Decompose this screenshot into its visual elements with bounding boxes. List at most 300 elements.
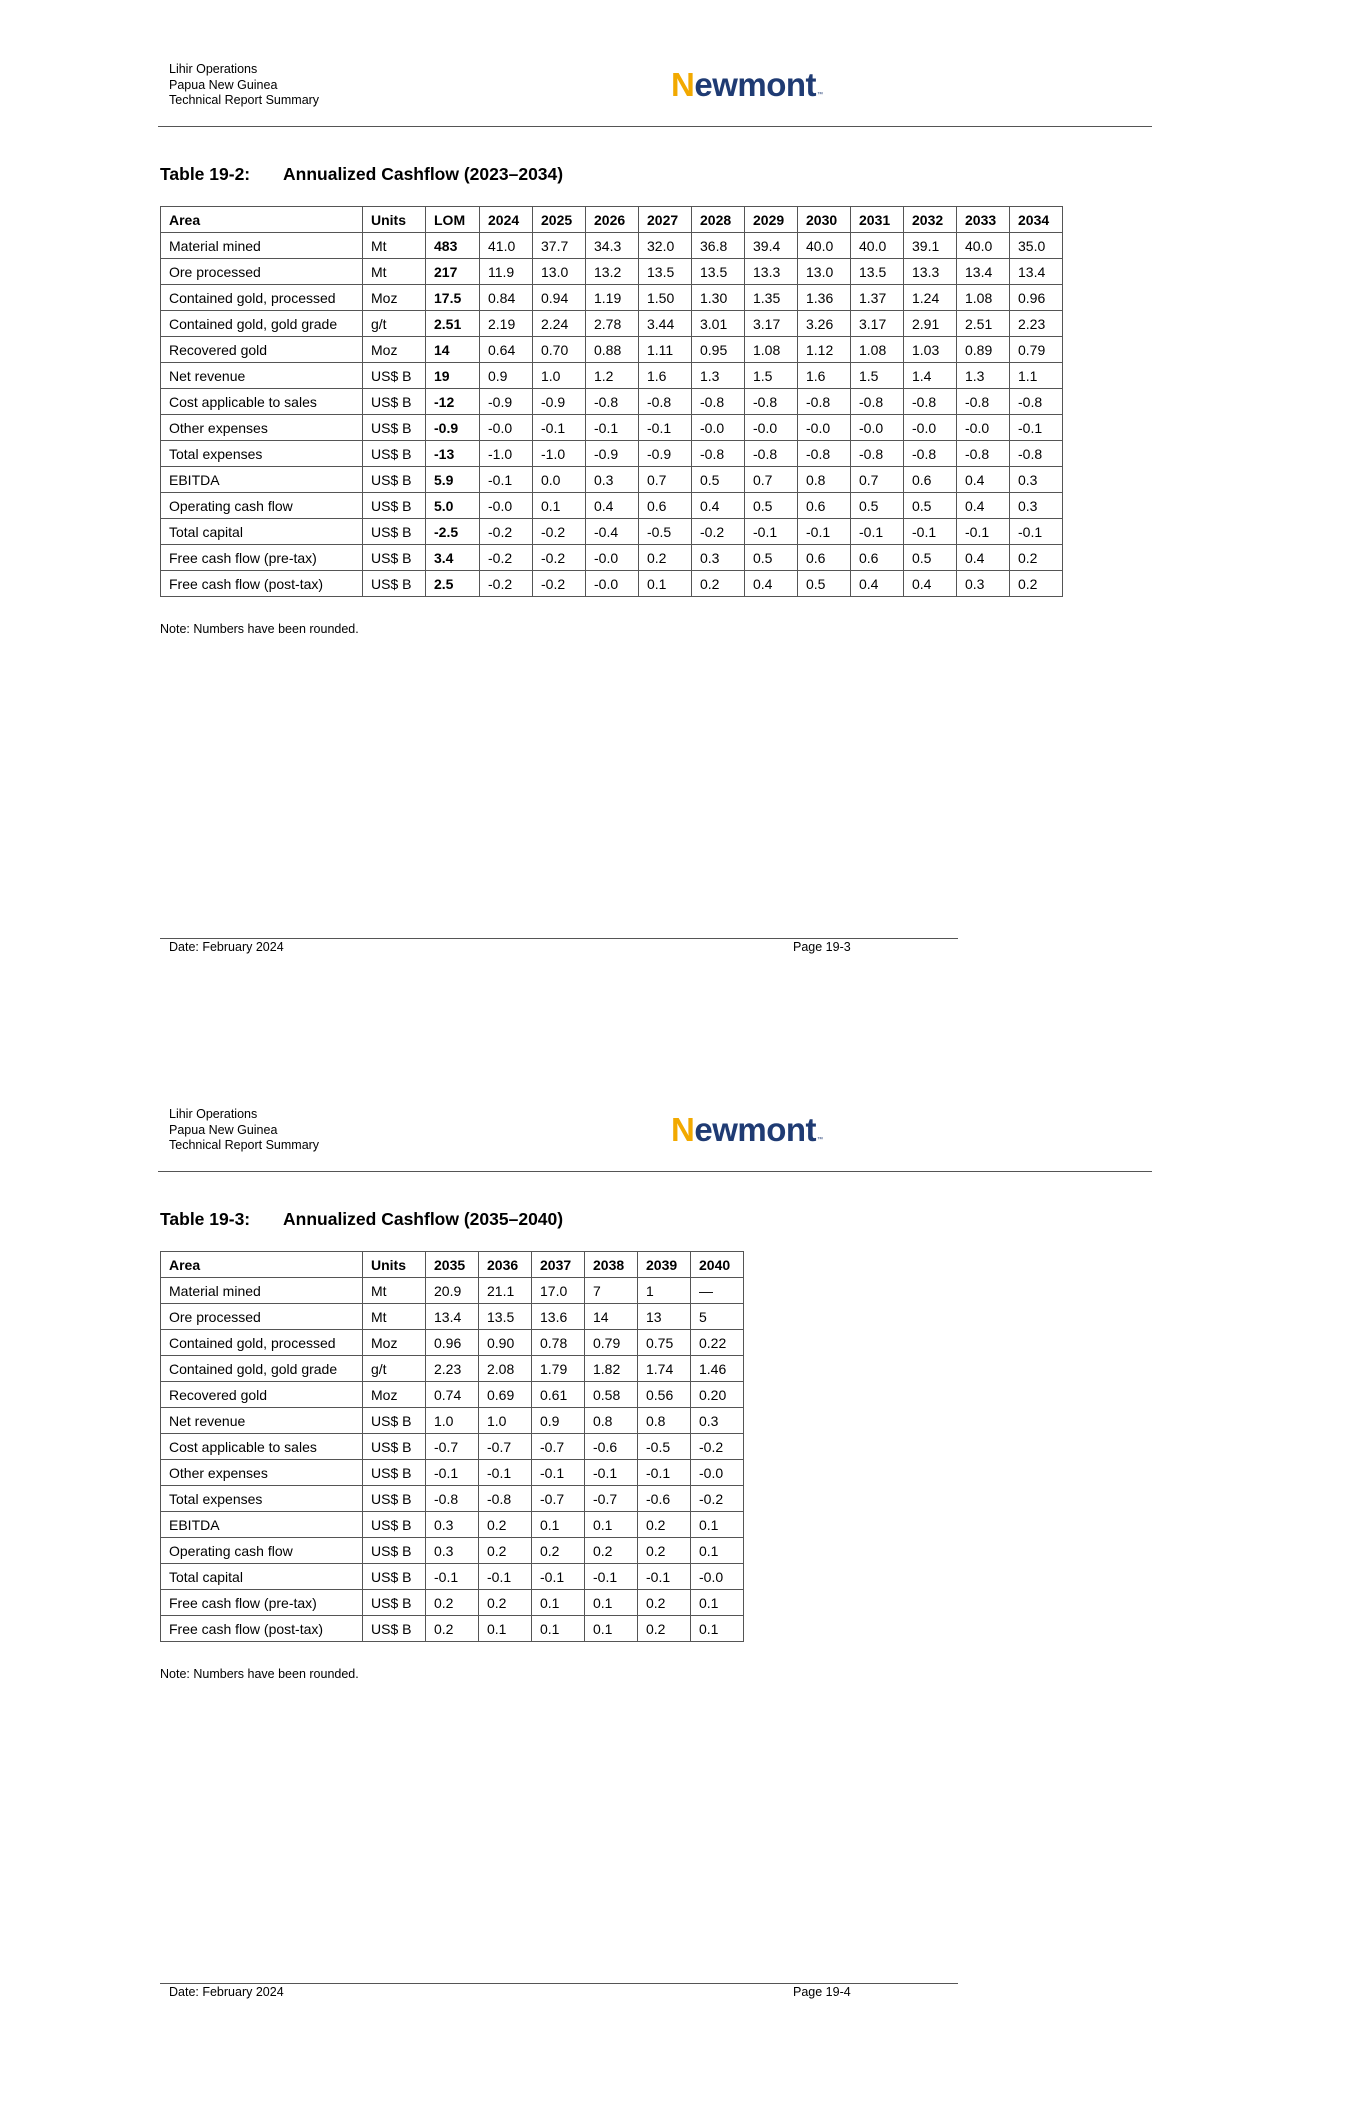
logo-trademark: ™ (817, 1137, 824, 1143)
unit-cell: Moz (363, 285, 426, 311)
value-cell: 13.3 (904, 259, 957, 285)
value-cell: -0.2 (533, 571, 586, 597)
value-cell: -0.1 (1010, 415, 1063, 441)
table-caption: Annualized Cashflow (2035–2040) (283, 1209, 564, 1229)
column-header: 2029 (745, 207, 798, 233)
value-cell: -0.9 (586, 441, 639, 467)
value-cell: -0.8 (957, 389, 1010, 415)
table-row (161, 1512, 744, 1538)
value-cell: 1.5 (745, 363, 798, 389)
value-cell: -0.8 (692, 441, 745, 467)
value-cell: -0.7 (532, 1486, 585, 1512)
table-row (161, 285, 1063, 311)
row-label: Contained gold, gold grade (161, 311, 363, 337)
value-cell: 2.51 (957, 311, 1010, 337)
row-label: Total capital (161, 519, 363, 545)
table-row (161, 545, 1063, 571)
value-cell: 0.3 (957, 571, 1010, 597)
value-cell: 14 (585, 1304, 638, 1330)
value-cell: 0.79 (1010, 337, 1063, 363)
value-cell: -0.7 (426, 1434, 479, 1460)
value-cell: 1.5 (851, 363, 904, 389)
row-label: Other expenses (161, 415, 363, 441)
logo-wordmark (671, 68, 816, 102)
unit-cell: g/t (363, 1356, 426, 1382)
unit-cell: Mt (363, 1278, 426, 1304)
column-header: 2026 (586, 207, 639, 233)
row-label: Recovered gold (161, 1382, 363, 1408)
value-cell: -0.1 (426, 1564, 479, 1590)
value-cell: 13 (638, 1304, 691, 1330)
value-cell: -0.1 (638, 1564, 691, 1590)
value-cell: 0.4 (692, 493, 745, 519)
unit-cell: US$ B (363, 1564, 426, 1590)
unit-cell: US$ B (363, 571, 426, 597)
value-cell: 1.12 (798, 337, 851, 363)
value-cell: -0.1 (957, 519, 1010, 545)
value-cell: 0.89 (957, 337, 1010, 363)
value-cell: 0.1 (639, 571, 692, 597)
column-header: 2028 (692, 207, 745, 233)
value-cell: 0.4 (957, 467, 1010, 493)
value-cell: 13.4 (426, 1304, 479, 1330)
value-cell: -0.9 (426, 415, 480, 441)
table-row (161, 1382, 744, 1408)
value-cell: 0.2 (638, 1512, 691, 1538)
unit-cell: US$ B (363, 415, 426, 441)
value-cell: -0.1 (798, 519, 851, 545)
column-header: LOM (426, 207, 480, 233)
table-row (161, 467, 1063, 493)
value-cell: 13.0 (798, 259, 851, 285)
value-cell: 13.5 (851, 259, 904, 285)
value-cell: 2.5 (426, 571, 480, 597)
table-row (161, 1330, 744, 1356)
table-title (160, 164, 563, 185)
value-cell: 0.5 (851, 493, 904, 519)
header-divider (158, 126, 1152, 127)
value-cell: -0.1 (480, 467, 533, 493)
column-header: 2030 (798, 207, 851, 233)
value-cell: 1.1 (1010, 363, 1063, 389)
column-header: 2025 (533, 207, 586, 233)
value-cell: -0.8 (639, 389, 692, 415)
value-cell: 1.03 (904, 337, 957, 363)
value-cell: -0.1 (586, 415, 639, 441)
value-cell: -2.5 (426, 519, 480, 545)
value-cell: 14 (426, 337, 480, 363)
value-cell: -0.8 (851, 389, 904, 415)
value-cell: -0.1 (426, 1460, 479, 1486)
table-row (161, 1278, 744, 1304)
column-header: Area (161, 1252, 363, 1278)
row-label: Ore processed (161, 259, 363, 285)
column-header: Units (363, 1252, 426, 1278)
table-row (161, 1408, 744, 1434)
value-cell: 0.5 (798, 571, 851, 597)
value-cell: 0.4 (586, 493, 639, 519)
value-cell: 0.2 (1010, 571, 1063, 597)
value-cell: 0.2 (479, 1512, 532, 1538)
value-cell: 0.1 (479, 1616, 532, 1642)
value-cell: -0.1 (851, 519, 904, 545)
value-cell: 0.9 (532, 1408, 585, 1434)
unit-cell: US$ B (363, 1486, 426, 1512)
value-cell: -0.9 (639, 441, 692, 467)
logo-rest: ewmont (694, 1111, 817, 1148)
value-cell: 0.2 (638, 1590, 691, 1616)
value-cell: 0.1 (532, 1512, 585, 1538)
value-cell: -0.1 (532, 1460, 585, 1486)
value-cell: 0.6 (798, 545, 851, 571)
table-row (161, 415, 1063, 441)
header-line-3: Technical Report Summary (169, 93, 320, 107)
value-cell: 3.17 (745, 311, 798, 337)
value-cell: -0.1 (638, 1460, 691, 1486)
value-cell: -0.9 (480, 389, 533, 415)
value-cell: 0.2 (426, 1616, 479, 1642)
header-line-1: Lihir Operations (169, 62, 258, 76)
row-label: Contained gold, processed (161, 1330, 363, 1356)
table-row (161, 1538, 744, 1564)
row-label: Other expenses (161, 1460, 363, 1486)
value-cell: 0.3 (426, 1512, 479, 1538)
value-cell: 0.64 (480, 337, 533, 363)
value-cell: -0.5 (639, 519, 692, 545)
table-number: Table 19-3: (160, 1209, 251, 1229)
unit-cell: US$ B (363, 1512, 426, 1538)
value-cell: -0.0 (904, 415, 957, 441)
value-cell: 1.19 (586, 285, 639, 311)
value-cell: 1.37 (851, 285, 904, 311)
value-cell: 40.0 (957, 233, 1010, 259)
unit-cell: US$ B (363, 363, 426, 389)
value-cell: 0.6 (851, 545, 904, 571)
table-note: Note: Numbers have been rounded. (160, 622, 359, 636)
value-cell: 0.2 (479, 1590, 532, 1616)
value-cell: 13.5 (639, 259, 692, 285)
table-row (161, 1434, 744, 1460)
value-cell: 0.74 (426, 1382, 479, 1408)
value-cell: 0.70 (533, 337, 586, 363)
value-cell: 0.5 (692, 467, 745, 493)
value-cell: -0.1 (745, 519, 798, 545)
value-cell: 0.69 (479, 1382, 532, 1408)
value-cell: 1.50 (639, 285, 692, 311)
table-title (160, 1209, 563, 1230)
value-cell: 0.2 (638, 1538, 691, 1564)
value-cell: 0.3 (586, 467, 639, 493)
value-cell: 1.3 (957, 363, 1010, 389)
value-cell: 0.7 (745, 467, 798, 493)
value-cell: 0.1 (532, 1590, 585, 1616)
footer-date: Date: February 2024 (169, 940, 284, 954)
unit-cell: Moz (363, 337, 426, 363)
value-cell: 40.0 (798, 233, 851, 259)
value-cell: -0.2 (691, 1486, 744, 1512)
value-cell: -0.0 (745, 415, 798, 441)
table-row (161, 311, 1063, 337)
unit-cell: US$ B (363, 1434, 426, 1460)
value-cell: 1.3 (692, 363, 745, 389)
value-cell: 0.88 (586, 337, 639, 363)
table-row (161, 233, 1063, 259)
value-cell: -0.0 (480, 415, 533, 441)
row-label: Operating cash flow (161, 1538, 363, 1564)
value-cell: 0.2 (585, 1538, 638, 1564)
table-row (161, 1304, 744, 1330)
column-header: 2038 (585, 1252, 638, 1278)
header-line-3: Technical Report Summary (169, 1138, 320, 1152)
value-cell: -0.1 (532, 1564, 585, 1590)
value-cell: 0.4 (957, 493, 1010, 519)
column-header: Area (161, 207, 363, 233)
value-cell: -0.2 (480, 545, 533, 571)
value-cell: 35.0 (1010, 233, 1063, 259)
value-cell: -0.7 (532, 1434, 585, 1460)
logo-trademark: ™ (817, 92, 824, 98)
value-cell: 217 (426, 259, 480, 285)
value-cell: 3.26 (798, 311, 851, 337)
value-cell: 0.2 (639, 545, 692, 571)
value-cell: -0.8 (904, 441, 957, 467)
value-cell: 37.7 (533, 233, 586, 259)
unit-cell: US$ B (363, 467, 426, 493)
row-label: EBITDA (161, 467, 363, 493)
column-header: 2039 (638, 1252, 691, 1278)
column-header: 2031 (851, 207, 904, 233)
row-label: Free cash flow (pre-tax) (161, 1590, 363, 1616)
value-cell: 0.5 (745, 493, 798, 519)
value-cell: 1.0 (533, 363, 586, 389)
value-cell: 0.8 (798, 467, 851, 493)
column-header: 2027 (639, 207, 692, 233)
row-label: Recovered gold (161, 337, 363, 363)
value-cell: -0.0 (691, 1460, 744, 1486)
unit-cell: US$ B (363, 1616, 426, 1642)
value-cell: 0.5 (904, 493, 957, 519)
page-19-3 (0, 0, 1365, 1045)
value-cell: 0.20 (691, 1382, 744, 1408)
column-header: Units (363, 207, 426, 233)
unit-cell: Mt (363, 259, 426, 285)
value-cell: 0.78 (532, 1330, 585, 1356)
value-cell: -0.0 (586, 571, 639, 597)
footer-divider (160, 938, 958, 939)
value-cell: -0.1 (904, 519, 957, 545)
value-cell: 32.0 (639, 233, 692, 259)
value-cell: 0.90 (479, 1330, 532, 1356)
unit-cell: US$ B (363, 1590, 426, 1616)
value-cell: 36.8 (692, 233, 745, 259)
column-header: 2037 (532, 1252, 585, 1278)
value-cell: — (691, 1278, 744, 1304)
value-cell: 0.1 (691, 1590, 744, 1616)
row-label: Contained gold, gold grade (161, 1356, 363, 1382)
value-cell: 0.6 (639, 493, 692, 519)
value-cell: -0.6 (585, 1434, 638, 1460)
value-cell: 34.3 (586, 233, 639, 259)
value-cell: 39.4 (745, 233, 798, 259)
value-cell: 1.0 (479, 1408, 532, 1434)
value-cell: -0.4 (586, 519, 639, 545)
unit-cell: US$ B (363, 441, 426, 467)
value-cell: 0.6 (798, 493, 851, 519)
value-cell: 0.3 (1010, 493, 1063, 519)
value-cell: -0.1 (585, 1564, 638, 1590)
logo-initial: N (671, 66, 695, 103)
value-cell: 2.91 (904, 311, 957, 337)
value-cell: -0.0 (691, 1564, 744, 1590)
value-cell: 21.1 (479, 1278, 532, 1304)
value-cell: 0.79 (585, 1330, 638, 1356)
value-cell: -0.2 (480, 519, 533, 545)
value-cell: -0.6 (638, 1486, 691, 1512)
unit-cell: Moz (363, 1330, 426, 1356)
value-cell: 483 (426, 233, 480, 259)
value-cell: -0.8 (692, 389, 745, 415)
table-row (161, 337, 1063, 363)
value-cell: 0.0 (533, 467, 586, 493)
value-cell: 0.7 (851, 467, 904, 493)
table-row (161, 1460, 744, 1486)
row-label: Net revenue (161, 1408, 363, 1434)
value-cell: 1.4 (904, 363, 957, 389)
value-cell: 1.08 (957, 285, 1010, 311)
value-cell: -0.8 (851, 441, 904, 467)
row-label: Net revenue (161, 363, 363, 389)
value-cell: 13.2 (586, 259, 639, 285)
table-row (161, 1616, 744, 1642)
value-cell: 0.1 (585, 1590, 638, 1616)
value-cell: 0.7 (639, 467, 692, 493)
table-row (161, 519, 1063, 545)
value-cell: 0.2 (532, 1538, 585, 1564)
value-cell: -0.7 (479, 1434, 532, 1460)
unit-cell: US$ B (363, 1460, 426, 1486)
value-cell: -0.8 (798, 389, 851, 415)
row-label: Operating cash flow (161, 493, 363, 519)
row-label: Free cash flow (post-tax) (161, 571, 363, 597)
value-cell: -0.2 (691, 1434, 744, 1460)
value-cell: 0.1 (691, 1512, 744, 1538)
value-cell: 20.9 (426, 1278, 479, 1304)
value-cell: -0.9 (533, 389, 586, 415)
value-cell: 1.6 (639, 363, 692, 389)
row-label: Free cash flow (pre-tax) (161, 545, 363, 571)
value-cell: 0.1 (533, 493, 586, 519)
header-line-2: Papua New Guinea (169, 1122, 278, 1137)
value-cell: 13.3 (745, 259, 798, 285)
table-row (161, 1590, 744, 1616)
value-cell: 0.95 (692, 337, 745, 363)
value-cell: 0.2 (479, 1538, 532, 1564)
value-cell: 2.08 (479, 1356, 532, 1382)
newmont-logo (671, 1113, 823, 1147)
value-cell: 0.5 (904, 545, 957, 571)
table-row (161, 389, 1063, 415)
value-cell: 0.2 (692, 571, 745, 597)
value-cell: 1.30 (692, 285, 745, 311)
value-cell: 1.24 (904, 285, 957, 311)
newmont-logo (671, 68, 823, 102)
table-number: Table 19-2: (160, 164, 251, 184)
value-cell: 3.01 (692, 311, 745, 337)
value-cell: 1.11 (639, 337, 692, 363)
value-cell: -0.8 (426, 1486, 479, 1512)
table-row (161, 1356, 744, 1382)
value-cell: -0.8 (957, 441, 1010, 467)
unit-cell: Mt (363, 233, 426, 259)
column-header: 2032 (904, 207, 957, 233)
value-cell: -0.1 (585, 1460, 638, 1486)
value-cell: 0.1 (585, 1512, 638, 1538)
value-cell: 13.4 (1010, 259, 1063, 285)
table-row (161, 1564, 744, 1590)
value-cell: 1.35 (745, 285, 798, 311)
unit-cell: Moz (363, 1382, 426, 1408)
value-cell: -0.1 (479, 1460, 532, 1486)
value-cell: -0.2 (533, 519, 586, 545)
table-caption: Annualized Cashflow (2023–2034) (283, 164, 564, 184)
header-line-1: Lihir Operations (169, 1107, 258, 1121)
value-cell: 1.74 (638, 1356, 691, 1382)
value-cell: 0.3 (692, 545, 745, 571)
value-cell: 1.82 (585, 1356, 638, 1382)
value-cell: -0.8 (479, 1486, 532, 1512)
unit-cell: US$ B (363, 389, 426, 415)
column-header: 2040 (691, 1252, 744, 1278)
column-header: 2024 (480, 207, 533, 233)
value-cell: 0.1 (532, 1616, 585, 1642)
value-cell: 3.44 (639, 311, 692, 337)
value-cell: -0.8 (586, 389, 639, 415)
unit-cell: Mt (363, 1304, 426, 1330)
value-cell: 0.8 (638, 1408, 691, 1434)
logo-wordmark (671, 1113, 816, 1147)
value-cell: 0.6 (904, 467, 957, 493)
value-cell: 3.17 (851, 311, 904, 337)
value-cell: 0.2 (426, 1590, 479, 1616)
value-cell: -12 (426, 389, 480, 415)
value-cell: -0.2 (692, 519, 745, 545)
value-cell: 0.1 (585, 1616, 638, 1642)
value-cell: -0.0 (692, 415, 745, 441)
value-cell: -1.0 (480, 441, 533, 467)
row-label: Total expenses (161, 441, 363, 467)
value-cell: 0.2 (638, 1616, 691, 1642)
row-label: Cost applicable to sales (161, 1434, 363, 1460)
row-label: Total expenses (161, 1486, 363, 1512)
row-label: Cost applicable to sales (161, 389, 363, 415)
row-label: EBITDA (161, 1512, 363, 1538)
value-cell: 2.23 (1010, 311, 1063, 337)
value-cell: -13 (426, 441, 480, 467)
value-cell: -0.2 (533, 545, 586, 571)
column-header: 2036 (479, 1252, 532, 1278)
row-label: Material mined (161, 233, 363, 259)
value-cell: -0.2 (480, 571, 533, 597)
footer-date: Date: February 2024 (169, 1985, 284, 1999)
column-header: 2034 (1010, 207, 1063, 233)
value-cell: 0.8 (585, 1408, 638, 1434)
column-header: 2033 (957, 207, 1010, 233)
value-cell: 1.46 (691, 1356, 744, 1382)
value-cell: -0.8 (798, 441, 851, 467)
value-cell: 1.36 (798, 285, 851, 311)
value-cell: 13.0 (533, 259, 586, 285)
page-19-4 (0, 1045, 1365, 2090)
